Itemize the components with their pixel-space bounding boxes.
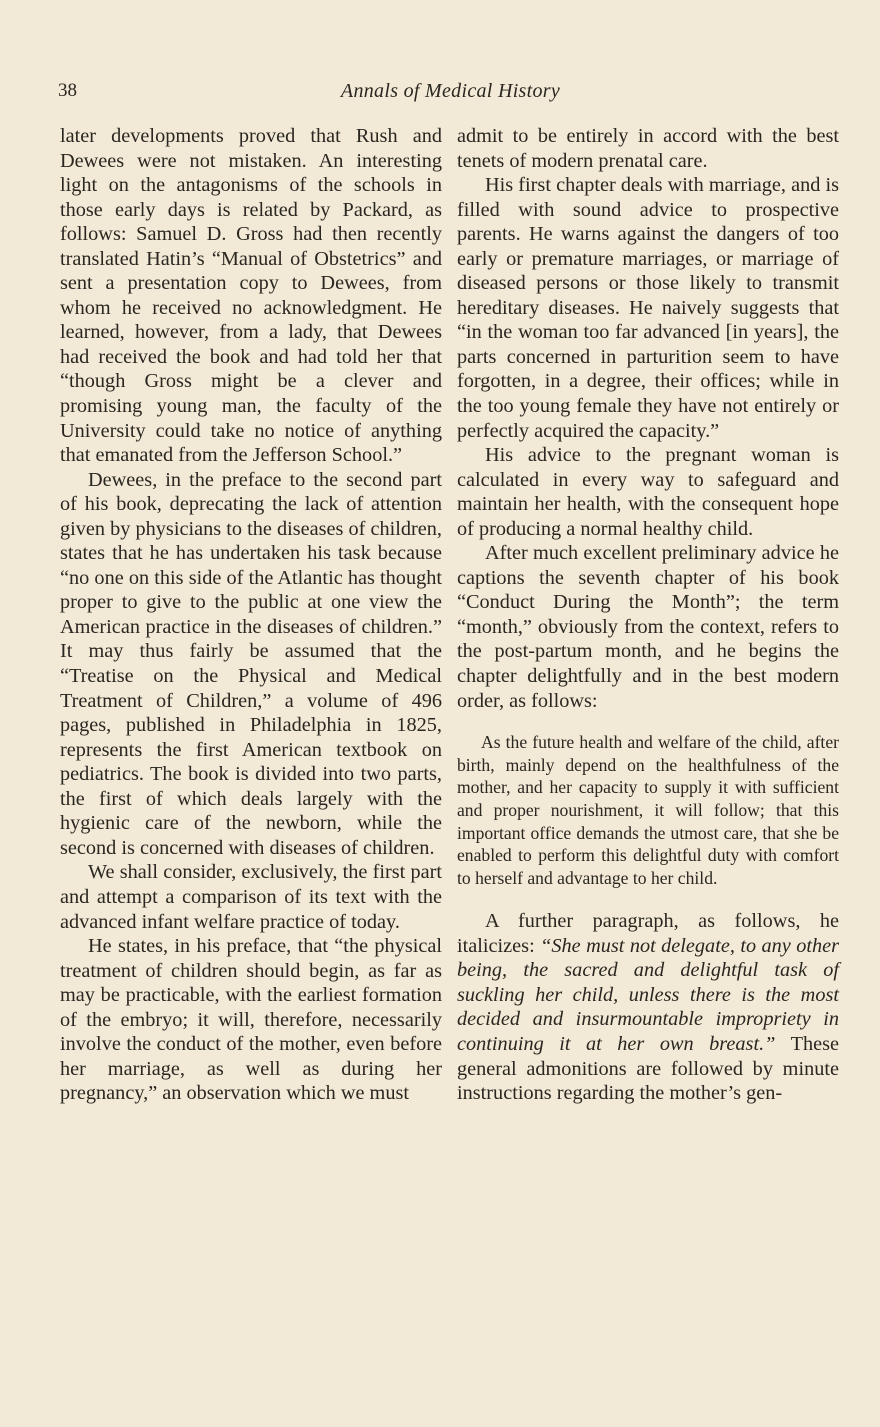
right-column xyxy=(457,124,839,1106)
journal-title: Annals of Medical History xyxy=(340,80,561,102)
paragraph: admit to be entirely in accord with the best tenets of modern prenatal care. xyxy=(457,125,839,172)
paragraph: His advice to the pregnant woman is calculated in every way to safeguard and maintain her health, with the consequent hope of producing a normal healthy child. xyxy=(457,444,839,540)
running-header xyxy=(58,80,843,110)
page-number: 38 xyxy=(58,80,77,101)
paragraph-intro: A further paragraph, as follows, he italicizes: xyxy=(457,910,839,957)
paragraph: We shall consider, exclusively, the first part and attempt a comparison of its text with the advanced infant welfare practice of today. xyxy=(60,861,442,933)
paragraph: later developments proved that Rush and Dewees were not mistaken. An interesting light on the antagonisms of the schools in those early days is related by Packard, as follows: Samuel D. Gross had then recently translated Hatin’s “Manual of Obstetrics” and sent a presentation copy to Dewees, from whom he received no acknowledgment. He learned, however, from a lady, that Dewees had received the book and had told her that “though Gross might be a clever and promising young man, the faculty of the University could take no notice of anything that emanated from the Jefferson School.” xyxy=(60,125,442,467)
paragraph xyxy=(457,909,839,1105)
paragraph: His first chapter deals with marriage, and is filled with sound advice to prospective parents. He warns against the dangers of too early or premature marriages, or marriage of diseased persons or those likely to transmit hereditary diseases. He naively suggests that “in the woman too far advanced [in years], the parts concerned in parturition seem to have forgotten, in a degree, their offices; while in the too young female they have not entirely or perfectly acquired the capacity.” xyxy=(457,174,839,442)
paragraph: Dewees, in the preface to the second part of his book, deprecating the lack of attention given by physicians to the diseases of children, states that he has undertaken his task because “no one on this side of the Atlantic has thought proper to give to the public at one view the American practice in the diseases of children.” It may thus fairly be assumed that the “Treatise on the Physical and Medical Treatment of Children,” a volume of 496 pages, published in Philadelphia in 1825, represents the first American textbook on pediatrics. The book is divided into two parts, the first of which deals largely with the hygienic care of the newborn, while the second is concerned with diseases of children. xyxy=(60,468,442,859)
block-quote: As the future health and welfare of the child, after birth, mainly depend on the healthfulness of the mother, and her capacity to supply it with sufficient and proper nourishment, it will follow; that this important office demands the utmost care, that she be enabled to perform this delightful duty with comfort to herself and advantage to her child. xyxy=(457,732,839,888)
paragraph-continuation: These general admonitions are followed by minute instructions regarding the mother’s gen- xyxy=(457,1033,839,1105)
italic-quotation: “She must not delegate, to any other being, the sacred and delightful task of suckling her child, unless there is the most decided and insurmountable impropriety in continuing it at her own breast.” xyxy=(457,934,839,1056)
left-column xyxy=(60,124,442,1106)
paragraph: He states, in his preface, that “the physical treatment of children should begin, as far as may be practicable, with the earliest formation of the embryo; it will, therefore, necessarily involve the conduct of the mother, even before her marriage, as well as during her pregnancy,” an observation which we must xyxy=(60,935,442,1105)
paragraph: After much excellent preliminary advice he captions the seventh chapter of his book “Conduct During the Month”; the term “month,” obviously from the context, refers to the post-partum month, and he begins the chapter delightfully and in the best modern order, as follows: xyxy=(457,542,839,712)
